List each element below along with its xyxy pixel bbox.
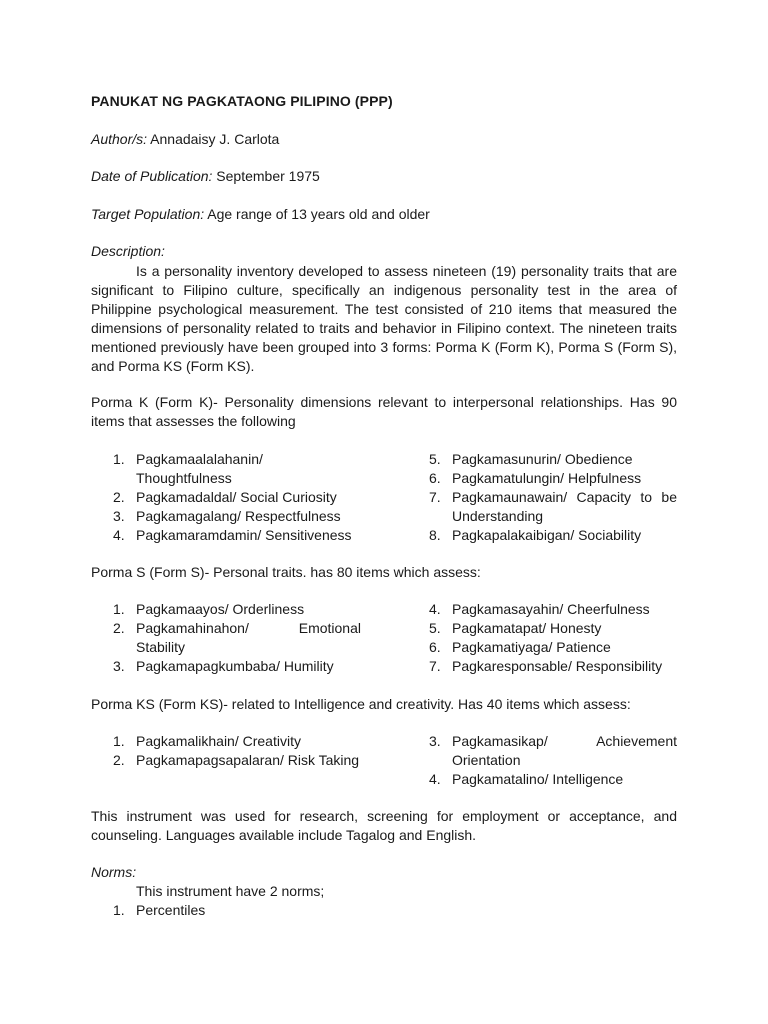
list-item: 3. Pagkamasikap/ Achievement Orientation xyxy=(429,733,677,768)
document-title: PANUKAT NG PAGKATAONG PILIPINO (PPP) xyxy=(91,93,393,109)
author-value: Annadaisy J. Carlota xyxy=(150,131,280,147)
list-item: 4. Pagkamasayahin/ Cheerfulness xyxy=(429,601,650,617)
list-item: 1. Pagkamaayos/ Orderliness xyxy=(113,601,305,617)
list-item: 3. Pagkamapagkumbaba/ Humility xyxy=(113,658,334,674)
form-s-intro: Porma S (Form S)- Personal traits. has 80 items which assess: xyxy=(91,564,481,580)
form-ks-list-left xyxy=(91,732,361,770)
list-item: 7. Pagkaresponsable/ Responsibility xyxy=(429,658,663,674)
date-value: September 1975 xyxy=(216,168,320,184)
date-label: Date of Publication: xyxy=(91,168,213,184)
description-label: Description: xyxy=(91,243,165,259)
form-ks-list-right xyxy=(407,732,677,789)
norms-list xyxy=(91,901,361,920)
list-item: 5. Pagkamatapat/ Honesty xyxy=(429,620,602,636)
list-item: 1. Pagkamaalalahanin/ Thoughtfulness xyxy=(113,451,263,486)
form-k-list-right xyxy=(407,450,677,545)
document-page xyxy=(91,0,677,1024)
list-item: 1. Pagkamalikhain/ Creativity xyxy=(113,733,301,749)
norms-label: Norms: xyxy=(91,864,137,880)
list-item: 7. Pagkamaunawain/ Capacity to be Understanding xyxy=(429,489,677,524)
form-s-list-left xyxy=(91,600,361,676)
form-k-list-left xyxy=(91,450,361,545)
list-item: 6. Pagkamatulungin/ Helpfulness xyxy=(429,470,642,486)
list-item: 2. Pagkamahinahon/ Emotional Stability xyxy=(113,620,361,655)
norms-intro: This instrument have 2 norms; xyxy=(136,883,325,899)
list-item: 4. Pagkamatalino/ Intelligence xyxy=(429,771,624,787)
form-s-list-right xyxy=(407,600,677,676)
list-item: 2. Pagkamadaldal/ Social Curiosity xyxy=(113,489,337,505)
list-item: 8. Pagkapalakaibigan/ Sociability xyxy=(429,527,642,543)
list-item: 4. Pagkamaramdamin/ Sensitiveness xyxy=(113,527,352,543)
target-population-value: Age range of 13 years old and older xyxy=(207,206,430,222)
date-field xyxy=(91,167,320,186)
description-text: Is a personality inventory developed to assess nineteen (19) personality traits that are significant to Filipino culture, specifically an indigenous personality test in the area of Philippine psychological measurement. The test consisted of 210 items that measured the dimensions of personality related to traits and behavior in Filipino context. The nineteen traits mentioned previously have been grouped into 3 forms: Porma K (Form K), Porma S (Form S), and Porma KS (Form KS). xyxy=(91,263,677,374)
author-label: Author/s: xyxy=(91,131,148,147)
list-item: 6. Pagkamatiyaga/ Patience xyxy=(429,639,611,655)
author-field xyxy=(91,130,279,149)
target-population-label: Target Population: xyxy=(91,206,205,222)
list-item: 3. Pagkamagalang/ Respectfulness xyxy=(113,508,341,524)
target-population-field xyxy=(91,205,430,224)
list-item: 1. Percentiles xyxy=(113,902,206,918)
list-item: 2. Pagkamapagsapalaran/ Risk Taking xyxy=(113,752,360,768)
form-ks-intro: Porma KS (Form KS)- related to Intelligence and creativity. Has 40 items which assess: xyxy=(91,696,631,712)
list-item: 5. Pagkamasunurin/ Obedience xyxy=(429,451,633,467)
form-k-intro: Porma K (Form K)- Personality dimensions relevant to interpersonal relationships. Has 90 items that assesses the following xyxy=(91,394,677,429)
usage-text: This instrument was used for research, screening for employment or acceptance, and counseling. Languages available include Tagalog and English. xyxy=(91,808,677,843)
